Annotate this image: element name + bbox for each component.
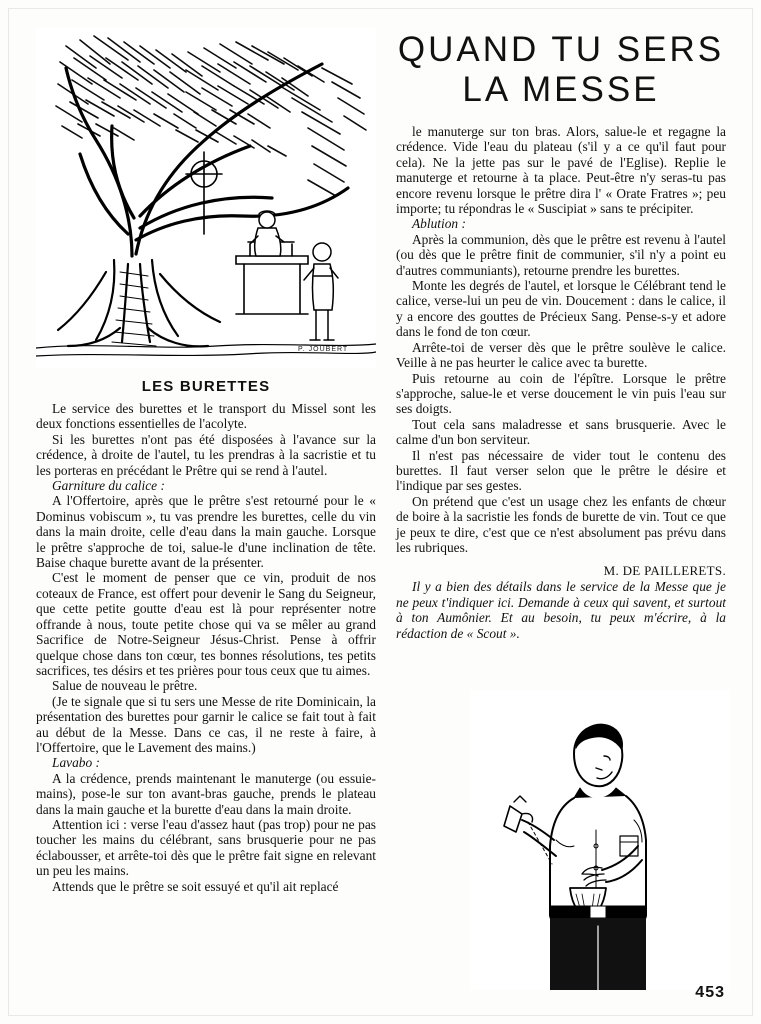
subhead-lavabo: Lavabo : [52, 755, 100, 771]
right-body-text [396, 124, 726, 641]
page-title [396, 30, 726, 110]
page-number: 453 [695, 984, 725, 1001]
artist-credit: P. JOUBERT [298, 346, 349, 353]
paragraph: Puis retourne au coin de l'épître. Lorsque le prêtre s'approche, salue-le et verse doucement le vin puis l'eau sur ses doigts. [396, 370, 726, 417]
paragraph: Arrête-toi de verser dès que le prêtre soulève le calice. Veille à ne pas heurter le calice avec ta burette. [396, 339, 726, 371]
paragraph: Si les burettes n'ont pas été disposées à l'avance sur la crédence, à droite de l'autel, tu les prendras à la sacristie et tu les porteras en précédant le Prêtre qui se rend à l'autel. [36, 431, 376, 478]
left-body-text [36, 401, 376, 894]
author-signature: M. DE PAILLERETS. [603, 563, 726, 579]
paragraph: Monte les degrés de l'autel, et lorsque le Célébrant tend le calice, verse-lui un peu de vin. Doucement : dans le calice, il y a encore des gouttes de Précieux Sang. Pense-s-y et adore dans le fond de ton cœur. [396, 278, 726, 340]
paragraph: le manuterge sur ton bras. Alors, salue-le et regagne la crédence. Vide l'eau du plateau (s'il y a ce qu'il faut pour cela). Ne la jette pas sur le pavé de l'Eglise). Replie le manuterge et retourne à ta place. Peut-être n'y seras-tu pas encore revenu lorsque le prêtre dira l' « Orate Fratres »; peu importe; tu répondras le « Suscipiat » sans te précipiter. [396, 124, 726, 217]
tree-altar-illustration [36, 28, 376, 368]
server-pouring-illustration [470, 690, 730, 990]
subhead-ablution: Ablution : [412, 216, 466, 232]
title-line-1: QUAND TU SERS [397, 30, 725, 69]
paragraph: C'est le moment de penser que ce vin, produit de nos coteaux de France, est offert pour devenir le Sang du Seigneur, que cette petite goutte d'eau est là pour représenter notre offrande à nous, toute petite chose qui va se mêler au grand Sacrifice de Notre-Seigneur Jésus-Christ. Pense à offrir quelque chose dans ton cœur, tes bonnes résolutions, tes petits sacrifices, tes désirs et tes prières pour tous ceux que tu aimes. [36, 570, 376, 678]
paragraph: Attention ici : verse l'eau d'assez haut (pas trop) pour ne pas toucher les mains du célébrant, sans brusquerie pour ne pas éclabousser, et arrête-toi dès que le prêtre fait signe en relevant un peu les mains. [36, 816, 376, 879]
title-line-2: LA MESSE [462, 70, 660, 109]
paragraph: Tout cela sans maladresse et sans brusquerie. Avec le calme d'un bon serviteur. [396, 416, 726, 448]
paragraph: (Je te signale que si tu sers une Messe de rite Dominicain, la présentation des burettes pour garnir le calice se fait tout à fait au début de la Messe. Dans ce cas, il ne reste à faire, à l'Offertoire, que le Lavement des mains.) [36, 693, 376, 755]
paragraph: Attends que le prêtre se soit essuyé et qu'il ait replacé [52, 878, 339, 894]
paragraph: On prétend que c'est un usage chez les enfants de chœur de boire à la sacristie les fonds de burette de vin. Tout ce que je peux te dire, c'est que ce n'est absolument pas prévu dans les rubriques. [396, 493, 726, 555]
paragraph: Le service des burettes et le transport du Missel sont les deux fonctions essentielles de l'acolyte. [36, 401, 376, 432]
closing-note: Il y a bien des détails dans le service de la Messe que je ne peux t'indiquer ici. Demande à ceux qui savent, et surtout à ton Aumônier. Et au besoin, tu peux m'écrire, à la rédaction de « Scout ». [396, 579, 726, 641]
paragraph: A l'Offertoire, après que le prêtre s'est retourné pour le « Dominus vobiscum », tu vas prendre les burettes, celle du vin dans la main droite, celle d'eau dans la main gauche. Lorsque le prêtre s'approche de toi, salue-le d'une inclination de tête. Baise chaque burette avant de la présenter. [36, 493, 376, 571]
right-column [396, 30, 726, 641]
paragraph: Salue de nouveau le prêtre. [52, 678, 198, 694]
paragraph: Il n'est pas nécessaire de vider tout le contenu des burettes. Il faut verser selon que le prêtre le désire et l'indique par ses gestes. [396, 447, 726, 494]
subhead-garniture: Garniture du calice : [52, 478, 165, 494]
left-column [36, 28, 376, 894]
paragraph: Après la communion, dès que le prêtre est revenu à l'autel (ou dès que le prêtre finit de communier, s'il n'y a point eu d'autres communiants), retourne prendre les burettes. [396, 231, 726, 278]
paragraph: A la crédence, prends maintenant le manuterge (ou essuie-mains), pose-le sur ton avant-bras gauche, prends le plateau dans la main gauche et la burette d'eau dans la main droite. [36, 770, 376, 817]
section-title: LES BURETTES [141, 378, 271, 395]
